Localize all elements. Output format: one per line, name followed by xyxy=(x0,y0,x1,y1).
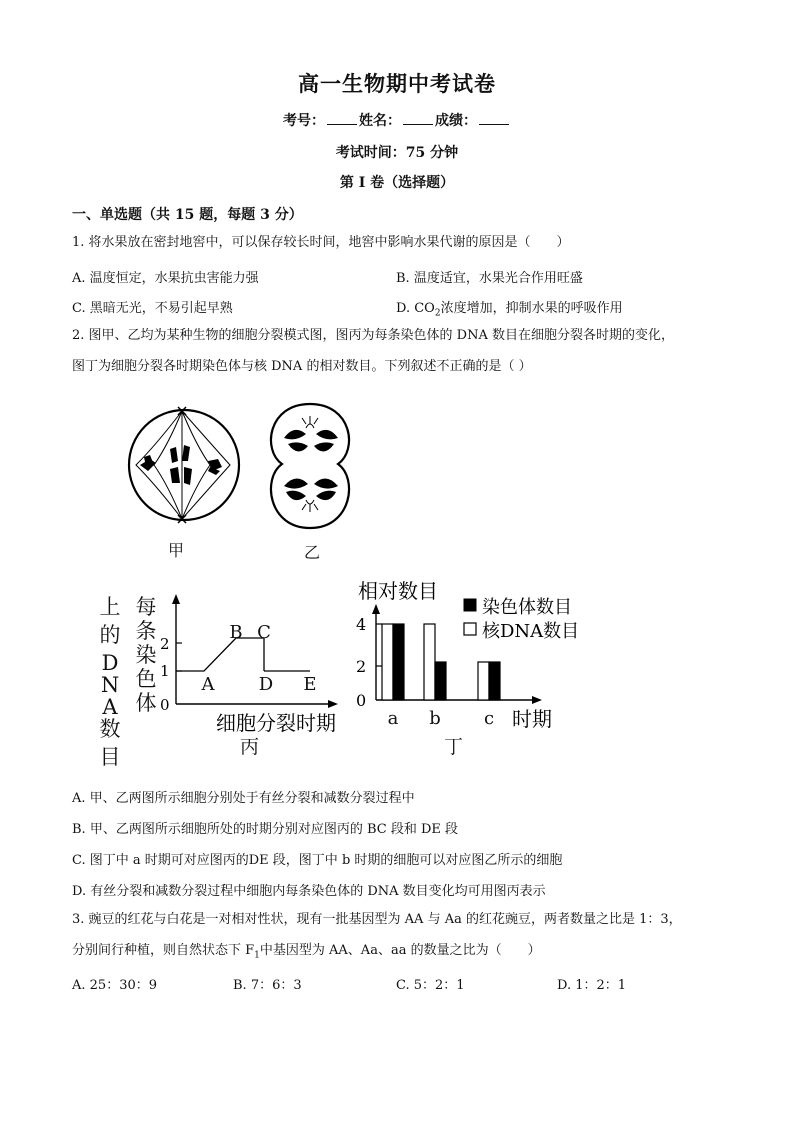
question-3-stem-line-2: 分别间行种植，则自然状态下 $F_1$中基因型为 AA、Aa、aa 的数量之比为（ ） xyxy=(72,943,541,961)
chart-ding-bar-c-chromosome xyxy=(489,662,500,700)
chart-ding-ytick-2: 2 xyxy=(356,657,367,676)
question-2-stem-line-2: 图丁为细胞分裂各时期染色体与核 DNA 的相对数目。下列叙述不正确的是（ ） xyxy=(72,359,532,374)
chart-bing-ytick-0: 0 xyxy=(160,696,170,714)
chart-bing-series-line xyxy=(176,638,264,671)
chart-ding-bar-c-dna xyxy=(478,662,489,700)
figure-ding-label: 丁 xyxy=(444,736,464,758)
chart-ding-bar-a-dna xyxy=(382,624,393,700)
question-3-option-d: D. 1：2：1 xyxy=(557,978,627,993)
figure-yi-label: 乙 xyxy=(304,543,321,562)
legend-dna-label: 核DNA数目 xyxy=(482,621,580,642)
question-1-option-b: B. 温度适宜，水果光合作用旺盛 xyxy=(396,271,583,286)
exam-id-blank xyxy=(327,111,357,125)
page-title: 高一生物期中考试卷 xyxy=(298,71,496,96)
figure-bing-line-chart xyxy=(96,590,352,769)
chart-bing-y-arrow xyxy=(172,594,180,604)
question-1-option-d: D. $CO_2$浓度增加，抑制水果的呼吸作用 xyxy=(396,301,623,319)
chart-bing-ylabel-outer: 上的 D N A 数目 xyxy=(99,595,121,769)
chart-ding-bar-b-chromosome xyxy=(435,662,446,700)
chart-ding-category-b: b xyxy=(429,708,441,729)
chart-bing-point-label-a: A xyxy=(201,674,215,695)
chart-ding-y-arrow xyxy=(372,604,380,614)
chart-bing-point-label-d: D xyxy=(258,674,274,695)
score-blank xyxy=(479,111,509,125)
chart-ding-ylabel: 相对数目 xyxy=(358,579,438,603)
legend-dna-swatch xyxy=(464,623,476,635)
figure-bing-label: 丙 xyxy=(240,736,260,758)
chart-bing-x-arrow xyxy=(328,700,338,708)
section-title: 一、单选题（共 15 题，每题 3 分） xyxy=(72,207,303,223)
chart-bing-ylabel-inner: 每条染色体 xyxy=(135,595,157,715)
chart-ding-ytick-0: 0 xyxy=(356,691,367,710)
chart-bing-point-label-e: E xyxy=(303,674,317,695)
question-3-stem-line-1: 3. 豌豆的红花与白花是一对相对性状，现有一批基因型为 AA 与 Aa 的红花豌豆，两者数量之比是 1：3， xyxy=(72,912,682,927)
question-1-stem: 1. 将水果放在密封地窖中，可以保存较长时间，地窖中影响水果代谢的原因是（ ） xyxy=(72,235,570,250)
figure-jia-label: 甲 xyxy=(168,541,185,560)
chart-ding-bar-b-dna xyxy=(424,624,435,700)
question-3-option-a: A. 25：30：9 xyxy=(72,978,158,993)
chart-ding-bar-a-chromosome xyxy=(393,624,404,700)
figure-yi-dividing-cell xyxy=(262,400,358,532)
question-3-option-c: C. 5：2：1 xyxy=(396,978,465,993)
question-1-option-a: A. 温度恒定，水果抗虫害能力强 xyxy=(72,271,259,286)
question-2-option-d: D. 有丝分裂和减数分裂过程中细胞内每条染色体的 DNA 数目变化均可用图丙表示 xyxy=(72,884,546,899)
legend-chromosome-swatch xyxy=(464,599,476,611)
exam-id-label: 考号： xyxy=(283,113,325,129)
chart-ding-category-c: c xyxy=(483,708,495,729)
name-blank xyxy=(403,111,433,125)
figure-jia-mitosis-cell xyxy=(126,405,244,525)
chart-bing-ytick-1: 1 xyxy=(160,662,170,680)
figure-ding-bar-chart xyxy=(352,574,592,734)
chart-bing-point-label-c: C xyxy=(257,622,271,643)
question-2-option-a: A. 甲、乙两图所示细胞分别处于有丝分裂和减数分裂过程中 xyxy=(72,791,415,806)
question-2-option-b: B. 甲、乙两图所示细胞所处的时期分别对应图丙的 BC 段和 DE 段 xyxy=(72,822,459,837)
chart-ding-x-arrow xyxy=(532,696,542,704)
legend-chromosome-label: 染色体数目 xyxy=(482,597,572,618)
question-2-stem-line-1: 2. 图甲、乙均为某种生物的细胞分裂模式图，图丙为每条染色体的 DNA 数目在细胞分裂各时期的变化， xyxy=(72,328,674,343)
volume-title: 第 I 卷（选择题） xyxy=(339,175,455,191)
exam-time: 考试时间：75 分钟 xyxy=(335,145,459,161)
name-label: 姓名： xyxy=(359,113,401,129)
score-label: 成绩： xyxy=(435,113,477,129)
chart-ding-xlabel: 时期 xyxy=(512,707,552,731)
chart-ding-ytick-4: 4 xyxy=(356,615,367,634)
chart-bing-ytick-2: 2 xyxy=(160,635,170,653)
student-info-line xyxy=(0,110,794,130)
question-3-option-b: B. 7：6：3 xyxy=(233,978,302,993)
question-2-option-c: C. 图丁中 a 时期可对应图丙的DE 段，图丁中 b 时期的细胞可以对应图乙所示的细胞 xyxy=(72,853,563,868)
chart-ding-category-a: a xyxy=(387,708,399,729)
question-1-option-c: C. 黑暗无光，不易引起早熟 xyxy=(72,301,233,316)
chart-bing-point-label-b: B xyxy=(229,622,243,643)
chart-bing-xlabel: 细胞分裂时期 xyxy=(216,711,336,735)
